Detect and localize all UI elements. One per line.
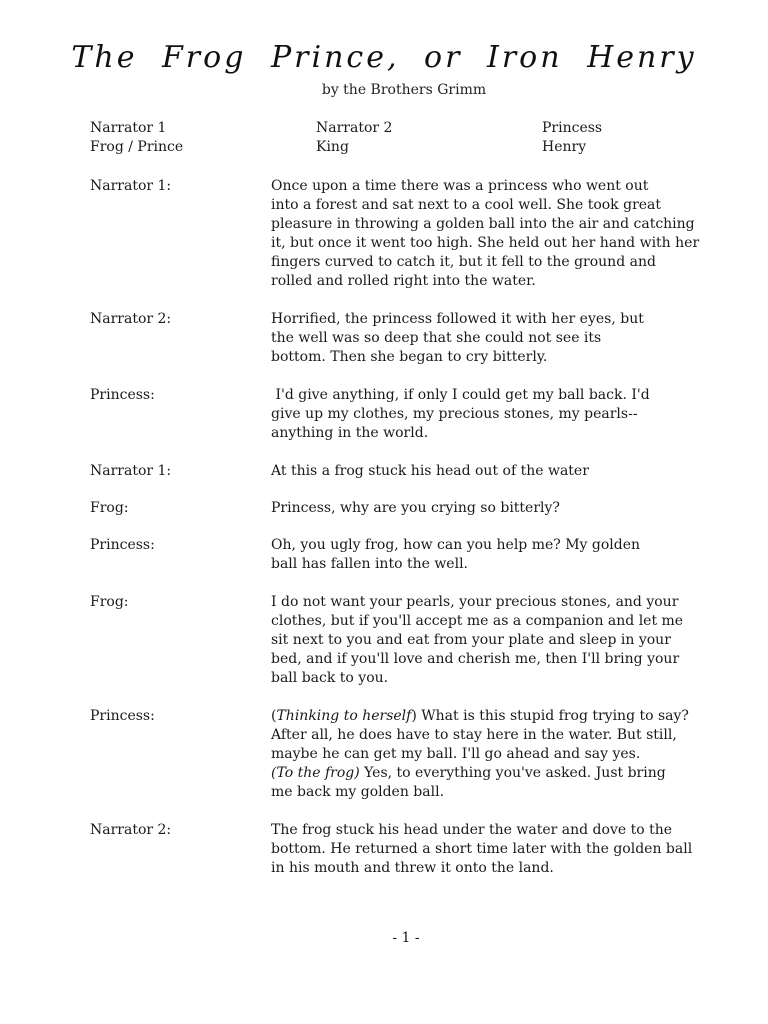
speech-text	[271, 177, 740, 291]
cast-member: Frog / Prince	[90, 139, 184, 155]
script-line	[90, 593, 740, 688]
speaker-label: Narrator 2:	[90, 311, 172, 327]
speaker-label: Frog:	[90, 594, 129, 610]
cast-list	[90, 119, 730, 156]
speech-line: (Thinking to herself) What is this stupid frog trying to say?	[271, 708, 689, 724]
cast-member: Princess	[542, 120, 603, 136]
speech-text	[271, 593, 740, 688]
speech-line: Princess, why are you crying so bitterly?	[271, 500, 560, 516]
speech-line: clothes, but if you'll accept me as a companion and let me	[271, 613, 684, 629]
speech-line: I do not want your pearls, your precious stones, and your	[271, 594, 679, 610]
speech-line: bottom. He returned a short time later with the golden ball	[271, 841, 693, 857]
speech-text	[271, 310, 740, 367]
cast-member: Narrator 1	[90, 120, 167, 136]
speaker-label: Princess:	[90, 708, 155, 724]
speech-line: Once upon a time there was a princess who went out	[271, 178, 649, 194]
speech-line: give up my clothes, my precious stones, my pearls--	[271, 406, 638, 422]
speech-line: bottom. Then she began to cry bitterly.	[271, 349, 548, 365]
byline: by the Brothers Grimm	[321, 82, 487, 98]
speaker-label: Frog:	[90, 500, 129, 516]
script-line	[90, 821, 740, 878]
script-line	[90, 499, 740, 518]
speech-text	[271, 821, 740, 878]
speech-line: At this a frog stuck his head out of the water	[271, 463, 589, 479]
script-line	[90, 177, 740, 291]
speech-line: in his mouth and threw it onto the land.	[271, 860, 554, 876]
speech-line: maybe he can get my ball. I'll go ahead and say yes.	[271, 746, 641, 762]
speech-text	[271, 499, 740, 518]
speaker-label: Narrator 2:	[90, 822, 172, 838]
document-title: The Frog Prince, or Iron Henry	[71, 40, 697, 75]
cast-member: King	[316, 139, 349, 155]
speaker-label: Narrator 1:	[90, 463, 172, 479]
stage-direction: (To the frog)	[271, 765, 360, 781]
speech-line: bed, and if you'll love and cherish me, then I'll bring your	[271, 651, 680, 667]
script-line	[90, 462, 740, 481]
speech-line: anything in the world.	[271, 425, 429, 441]
speech-line: pleasure in throwing a golden ball into the air and catching	[271, 216, 695, 232]
speech-text	[271, 386, 740, 443]
speech-line: ball has fallen into the well.	[271, 556, 468, 572]
speech-fragment: What is this stupid frog trying to say?	[421, 708, 689, 724]
speech-line: The frog stuck his head under the water and dove to the	[271, 822, 673, 838]
speech-line: Oh, you ugly frog, how can you help me? My golden	[271, 537, 641, 553]
speech-line: ball back to you.	[271, 670, 389, 686]
page-number: - 1 -	[392, 930, 420, 946]
speech-fragment: Yes, to everything you've asked. Just bring	[364, 765, 666, 781]
speech-line: me back my golden ball.	[271, 784, 445, 800]
speaker-label: Princess:	[90, 537, 155, 553]
speech-line: it, but once it went too high. She held out her hand with her	[271, 235, 700, 251]
cast-member: Narrator 2	[316, 120, 393, 136]
cast-member: Henry	[542, 139, 587, 155]
speaker-label: Princess:	[90, 387, 155, 403]
speech-line: fingers curved to catch it, but it fell to the ground and	[271, 254, 656, 270]
speaker-label: Narrator 1:	[90, 178, 172, 194]
script-line	[90, 310, 740, 367]
speech-line: rolled and rolled right into the water.	[271, 273, 536, 289]
speech-line: the well was so deep that she could not see its	[271, 330, 602, 346]
script-lines	[90, 177, 740, 878]
speech-line: I'd give anything, if only I could get my ball back. I'd	[271, 387, 650, 403]
script-line	[90, 386, 740, 443]
speech-line: After all, he does have to stay here in the water. But still,	[271, 727, 677, 743]
speech-line: into a forest and sat next to a cool well. She took great	[271, 197, 662, 213]
speech-text	[271, 707, 740, 802]
script-line	[90, 707, 740, 802]
speech-text	[271, 462, 740, 481]
stage-direction: Thinking to herself	[276, 708, 412, 724]
speech-text	[271, 536, 740, 574]
speech-line: sit next to you and eat from your plate and sleep in your	[271, 632, 671, 648]
speech-line: Horrified, the princess followed it with her eyes, but	[271, 311, 644, 327]
speech-line	[271, 764, 740, 783]
script-line	[90, 536, 740, 574]
